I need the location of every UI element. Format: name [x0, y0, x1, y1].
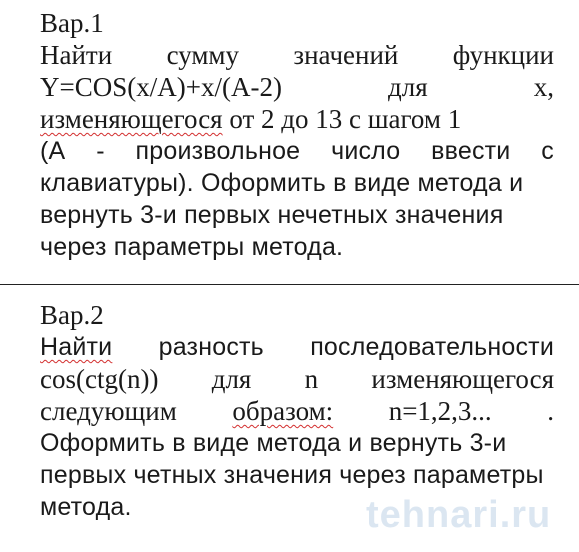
word: ввести [431, 137, 511, 165]
word: следующим [40, 396, 177, 426]
word: сумму [166, 40, 240, 70]
word: изменяющегося [371, 364, 554, 394]
divider-line [0, 284, 579, 285]
word: n [304, 364, 319, 394]
word: последовательности [310, 333, 554, 361]
word: . [547, 396, 554, 426]
word: функции [452, 40, 554, 70]
word: Найти [40, 40, 113, 70]
variant-1-line-8: через параметры метода. [40, 233, 344, 261]
spellcheck-word: образом: [232, 396, 334, 426]
variant-1-line-2 [40, 39, 554, 71]
word: - [96, 137, 105, 165]
word: произвольное [135, 137, 301, 165]
word: n=1,2,3... [388, 396, 492, 426]
word: для [388, 72, 428, 102]
formula: Y=COS(x/A)+x/(A-2) [40, 72, 282, 102]
word: для [211, 364, 252, 394]
variant-2-title: Вар.2 [40, 300, 104, 330]
variant-2-line-6: первых четных значения через параметры [40, 461, 544, 489]
word: число [331, 137, 401, 165]
variant-2-line-5: Оформить в виде метода и вернуть 3-и [40, 429, 507, 457]
text: от 2 до 13 с шагом 1 [222, 104, 462, 134]
word: значений [293, 40, 399, 70]
spellcheck-word: Найти [40, 333, 113, 361]
variant-1-line-4 [40, 103, 554, 135]
word: разность [158, 333, 264, 361]
formula: cos(ctg(n)) [40, 364, 159, 394]
word: с [541, 137, 554, 165]
variant-2-line-4 [40, 395, 554, 427]
spellcheck-word: изменяющегося [40, 104, 223, 134]
variant-1-line-3 [40, 71, 554, 103]
word: x, [533, 72, 554, 102]
variant-1-title: Вар.1 [40, 8, 104, 38]
variant-2-line-2 [40, 331, 554, 363]
site-watermark: tehnari.ru [366, 494, 552, 536]
variant-2-block [40, 299, 554, 523]
variant-2-line-7: метода. [40, 493, 132, 521]
word: (A [40, 137, 66, 165]
variant-1-block [40, 7, 554, 263]
variant-1-line-5 [40, 135, 554, 167]
variant-1-line-7: вернуть 3-и первых нечетных значения [40, 201, 504, 229]
variant-2-line-3 [40, 363, 554, 395]
variant-1-line-6: клавиатуры). Оформить в виде метода и [40, 169, 524, 197]
